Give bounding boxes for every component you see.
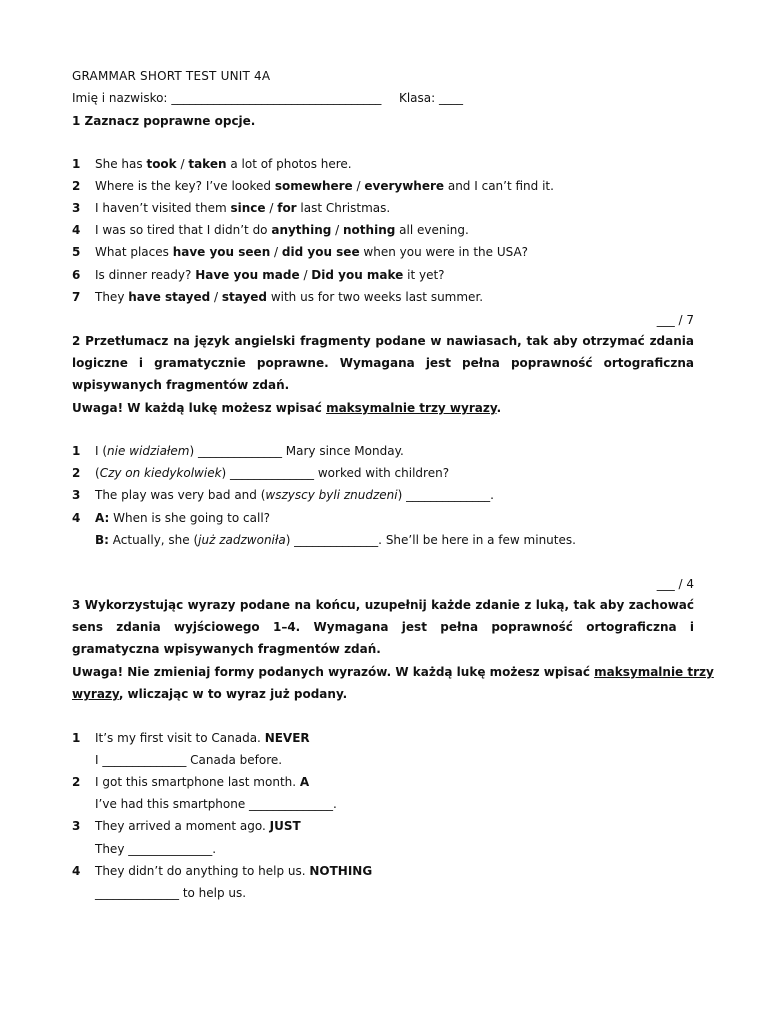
list-item: 2 I got this smartphone last month. A (72, 775, 310, 789)
list-item: 3 They arrived a moment ago. JUST (72, 819, 301, 833)
text-run: JUST (269, 819, 301, 833)
text-run: It’s my first visit to Canada. (95, 731, 265, 745)
list-item: 5 What places have you seen / did you see when you were in the USA? (72, 245, 529, 259)
text-run: NOTHING (309, 864, 373, 878)
list-item: 6 Is dinner ready? Have you made / Did you make it yet? (72, 268, 445, 282)
list-item: 4 They didn’t do anything to help us. NOTHING (72, 864, 373, 878)
text-run: They didn’t do anything to help us. (95, 864, 310, 878)
text-run: a lot of photos here. (226, 157, 352, 171)
text-run: since (230, 201, 266, 215)
list-item: 3 The play was very bad and (wszyscy byli znudzeni) ______________. (72, 488, 494, 502)
list-item: 7 They have stayed / stayed with us for two weeks last summer. (72, 290, 484, 304)
list-item: 1 I (nie widziałem) ______________ Mary since Monday. (72, 444, 404, 458)
text-run: everywhere (364, 179, 445, 193)
text-run: have stayed (128, 290, 211, 304)
text-run: / (352, 179, 365, 193)
list-item: 4 A: When is she going to call? (72, 511, 271, 525)
text-run: I ( (95, 444, 108, 458)
text-run: / (331, 223, 344, 237)
name-label: Imię i nazwisko: (72, 91, 168, 105)
text-run: taken (188, 157, 227, 171)
text-run: Actually, she ( (108, 533, 199, 547)
section3-note-line2 (72, 686, 347, 702)
section3-note-line1 (72, 664, 714, 680)
text-run: for (277, 201, 297, 215)
text-run: ) ______________. She’ll be here in a few minutes. (285, 533, 576, 547)
text-run: did you see (281, 245, 360, 259)
list-item: 1 She has took / taken a lot of photos here. (72, 157, 352, 171)
text-run: What places (95, 245, 173, 259)
text-run: Where is the key? I’ve looked (95, 179, 275, 193)
list-item: 4 I was so tired that I didn’t do anything / nothing all evening. (72, 223, 469, 237)
text-run: maksymalnie trzy (594, 665, 714, 679)
text-run: A (299, 775, 310, 789)
text-run: and I can’t find it. (444, 179, 554, 193)
class-label: Klasa: (398, 91, 436, 105)
text-run: B: (95, 533, 109, 547)
text-run: Have you made (195, 268, 300, 282)
section1-instruction: 1 Zaznacz poprawne opcje. (72, 114, 256, 128)
answer-line: They ______________. (95, 842, 217, 856)
text-run: , wliczając w to wyraz już podany. (118, 687, 348, 701)
text-run: Is dinner ready? (95, 268, 196, 282)
name-line (72, 90, 463, 106)
text-run: I was so tired that I didn’t do (95, 223, 272, 237)
text-run: took (146, 157, 177, 171)
list-item-continuation (95, 532, 576, 548)
text-run: nie widziałem (107, 444, 190, 458)
text-run: / (265, 201, 278, 215)
text-run: Did you make (311, 268, 404, 282)
text-run: Uwaga! Nie zmieniaj formy podanych wyrazów. W każdą lukę możesz wpisać (72, 665, 595, 679)
text-run: stayed (221, 290, 268, 304)
text-run: nothing (343, 223, 396, 237)
text-run: it yet? (403, 268, 445, 282)
text-run: wszyscy byli znudzeni (265, 488, 398, 502)
text-run: . (496, 401, 502, 415)
text-run: NEVER (264, 731, 310, 745)
test-title: GRAMMAR SHORT TEST UNIT 4A (72, 69, 271, 83)
answer-line: I ______________ Canada before. (95, 753, 283, 767)
section2-note (72, 400, 501, 416)
text-run: już zadzwoniła (198, 533, 286, 547)
text-run: / (176, 157, 189, 171)
section3-instruction: 3 Wykorzystując wyrazy podane na końcu, uzupełnij każde zdanie z luką, tak aby zachować sens zdania wyjściowego 1–4. Wymagana jest pełna poprawność ortograficzna i gramatyczna wpisywanych fragmentów zdań. (72, 598, 694, 656)
text-run: / (299, 268, 312, 282)
text-run: when you were in the USA? (359, 245, 529, 259)
text-run: I haven’t visited them (95, 201, 231, 215)
answer-line: ______________ to help us. (95, 886, 247, 900)
text-run: wyrazy (72, 687, 119, 701)
text-run: ( (95, 466, 100, 480)
text-run: have you seen (172, 245, 271, 259)
text-run: She has (95, 157, 147, 171)
list-item: 2 Where is the key? I’ve looked somewhere / everywhere and I can’t find it. (72, 179, 554, 193)
class-blank: ____ (439, 91, 464, 105)
text-run: I got this smartphone last month. (95, 775, 300, 789)
text-run: Czy on kiedykolwiek (99, 466, 222, 480)
text-run: ) ______________ Mary since Monday. (189, 444, 404, 458)
list-item: 3 I haven’t visited them since / for last Christmas. (72, 201, 391, 215)
name-blank: ___________________________________ (171, 91, 382, 105)
text-run: The play was very bad and ( (95, 488, 266, 502)
list-item: 2 (Czy on kiedykolwiek) ______________ worked with children? (72, 466, 450, 480)
text-run: last Christmas. (296, 201, 391, 215)
section2-instruction: 2 Przetłumacz na język angielski fragmenty podane w nawiasach, tak aby otrzymać zdania logiczne i gramatycznie poprawne. Wymagana jest pełna poprawność ortograficzna wpisywanych fragmentów zdań. (72, 334, 694, 392)
text-run: ) ______________. (397, 488, 494, 502)
list-item: 1 It’s my first visit to Canada. NEVER (72, 731, 310, 745)
text-run: ) ______________ worked with children? (221, 466, 450, 480)
text-run: When is she going to call? (109, 511, 271, 525)
answer-line: I’ve had this smartphone ______________. (95, 797, 337, 811)
text-run: They arrived a moment ago. (95, 819, 270, 833)
text-run: They (95, 290, 129, 304)
text-run: / (210, 290, 222, 304)
text-run: / (270, 245, 282, 259)
section2-score: ___ / 4 (656, 577, 694, 591)
text-run: maksymalnie trzy wyrazy (326, 401, 497, 415)
text-run: all evening. (395, 223, 469, 237)
text-run: Uwaga! W każdą lukę możesz wpisać (72, 401, 327, 415)
text-run: A: (95, 511, 110, 525)
section1-score: ___ / 7 (656, 313, 694, 327)
text-run: anything (271, 223, 332, 237)
text-run: with us for two weeks last summer. (267, 290, 484, 304)
text-run: somewhere (274, 179, 353, 193)
